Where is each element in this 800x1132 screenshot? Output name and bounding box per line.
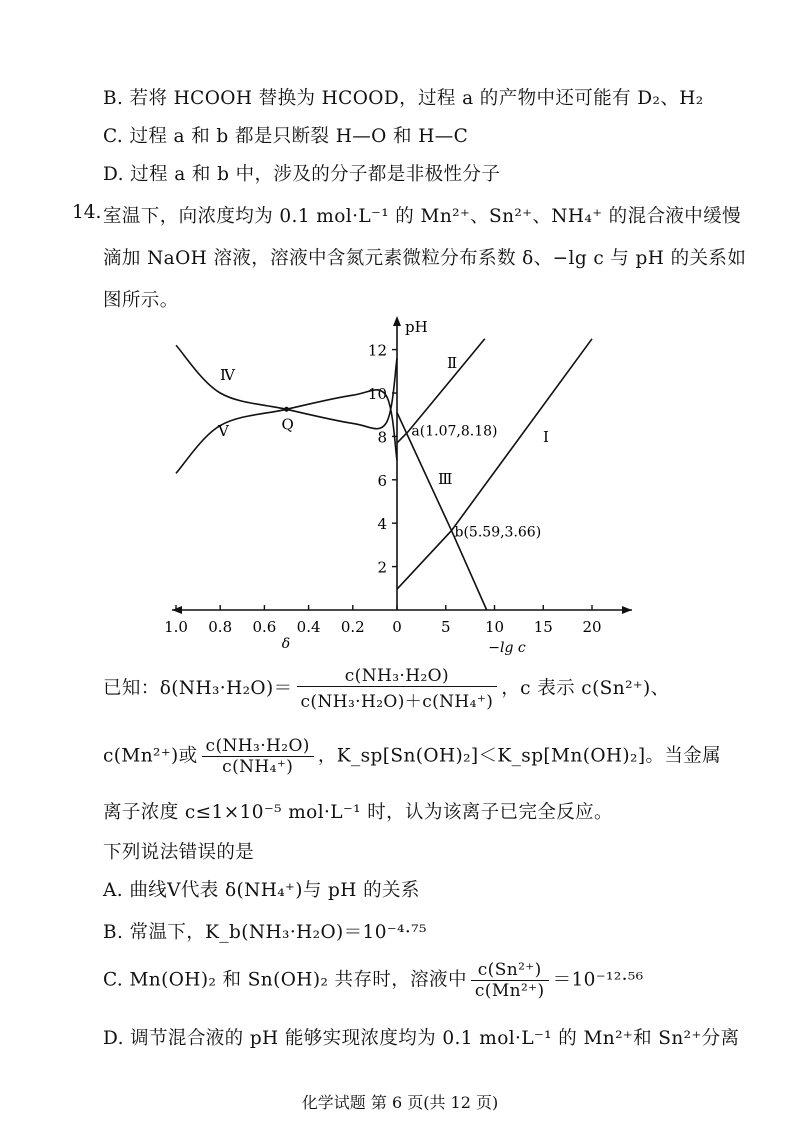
fraction-delta	[297, 666, 498, 712]
option-b-top: B. 若将 HCOOH 替换为 HCOOD，过程 a 的产物中还可能有 D₂、H₂	[103, 88, 704, 109]
x-axis-right-arrow	[622, 606, 632, 614]
fraction-ratio-den: c(NH₄⁺)	[202, 756, 314, 777]
delta-tick-label: 1.0	[164, 618, 188, 636]
option-d-top: D. 过程 a 和 b 中，涉及的分子都是非极性分子	[103, 164, 501, 185]
x-tick-label: 20	[582, 618, 602, 636]
question-line-1: 室温下，向浓度均为 0.1 mol·L⁻¹ 的 Mn²⁺、Sn²⁺、NH₄⁺ 的混合液中缓慢	[103, 206, 741, 227]
series-label: Ⅳ	[220, 366, 235, 384]
known-suffix-2: ，K_sp[Sn(OH)₂]＜K_sp[Mn(OH)₂]。当金属	[317, 745, 722, 767]
x-axis-left-arrow	[172, 606, 182, 614]
option-c-top: C. 过程 a 和 b 都是只断裂 H—O 和 H—C	[103, 126, 469, 147]
question-number: 14.	[72, 202, 102, 223]
curve-line-3	[397, 413, 487, 611]
x-tick-label: 15	[533, 618, 553, 636]
delta-tick-label: 0.4	[296, 618, 321, 636]
curve-line-1	[397, 339, 592, 589]
answer-c-suffix: ＝10⁻¹²·⁵⁶	[552, 969, 644, 991]
known-line-3: 离子浓度 c≤1×10⁻⁵ mol·L⁻¹ 时，认为该离子已完全反应。	[103, 802, 613, 823]
series-label: Ⅲ	[438, 470, 453, 488]
y-tick-label: 4	[377, 515, 387, 534]
page-footer: 化学试题 第 6 页(共 12 页)	[301, 1093, 499, 1112]
series-label: Ⅰ	[543, 428, 549, 446]
question-line-3: 图所示。	[103, 290, 179, 311]
known-suffix-1: ，c 表示 c(Sn²⁺)、	[501, 678, 670, 699]
fraction-delta-num: c(NH₃·H₂O)	[344, 666, 450, 686]
y-axis-arrow	[393, 316, 401, 326]
known-line-2	[103, 736, 721, 777]
fraction-sn: c(Sn²⁺)	[477, 960, 542, 980]
x-tick-label: 0	[392, 618, 402, 636]
delta-tick-label: 0.6	[252, 618, 277, 636]
question-prompt: 下列说法错误的是	[103, 842, 255, 863]
fraction-mn: c(Mn²⁺)	[471, 980, 549, 1001]
point-q-label: Q	[281, 415, 294, 434]
x-axis-label-left: δ	[281, 636, 291, 652]
y-tick-label: 6	[377, 471, 387, 490]
known-line-1	[103, 666, 670, 712]
known-prefix-1: 已知：δ(NH₃·H₂O)＝	[103, 678, 293, 699]
question-line-2: 滴加 NaOH 溶液，溶液中含氮元素微粒分布系数 δ、−lg c 与 pH 的关系如	[103, 248, 747, 269]
known-prefix-2: c(Mn²⁺)或	[103, 745, 198, 767]
y-tick-label: 12	[367, 341, 387, 360]
answer-b: B. 常温下，K_b(NH₃·H₂O)＝10⁻⁴·⁷⁵	[103, 922, 427, 943]
fraction-sn-mn	[471, 960, 549, 1001]
delta-tick-label: 0.8	[208, 618, 233, 636]
answer-c-prefix: C. Mn(OH)₂ 和 Sn(OH)₂ 共存时，溶液中	[103, 969, 467, 991]
y-tick-label: 2	[377, 558, 387, 577]
delta-tick-label: 0.2	[340, 618, 365, 636]
series-label: Ⅴ	[218, 422, 229, 440]
x-tick-label: 5	[440, 618, 451, 636]
fraction-ratio-num: c(NH₃·H₂O)	[205, 736, 310, 756]
series-label: Ⅱ	[447, 354, 458, 372]
y-axis-label: pH	[405, 318, 428, 336]
point-q	[284, 407, 289, 412]
answer-c	[103, 960, 644, 1001]
answer-a: A. 曲线Ⅴ代表 δ(NH₄⁺)与 pH 的关系	[103, 880, 420, 901]
fraction-delta-den: c(NH₃·H₂O)＋c(NH₄⁺)	[297, 686, 498, 712]
y-tick-label: 10	[367, 385, 387, 403]
point-a-label: a(1.07,8.18)	[411, 423, 498, 440]
y-tick-label: 8	[377, 428, 387, 447]
x-tick-label: 10	[484, 618, 505, 636]
point-b-label: b(5.59,3.66)	[454, 524, 542, 541]
answer-d: D. 调节混合液的 pH 能够实现浓度均为 0.1 mol·L⁻¹ 的 Mn²⁺和 Sn²⁺分离	[103, 1028, 740, 1049]
x-axis-label-right: −lg c	[488, 640, 526, 656]
fraction-ratio	[202, 736, 314, 777]
